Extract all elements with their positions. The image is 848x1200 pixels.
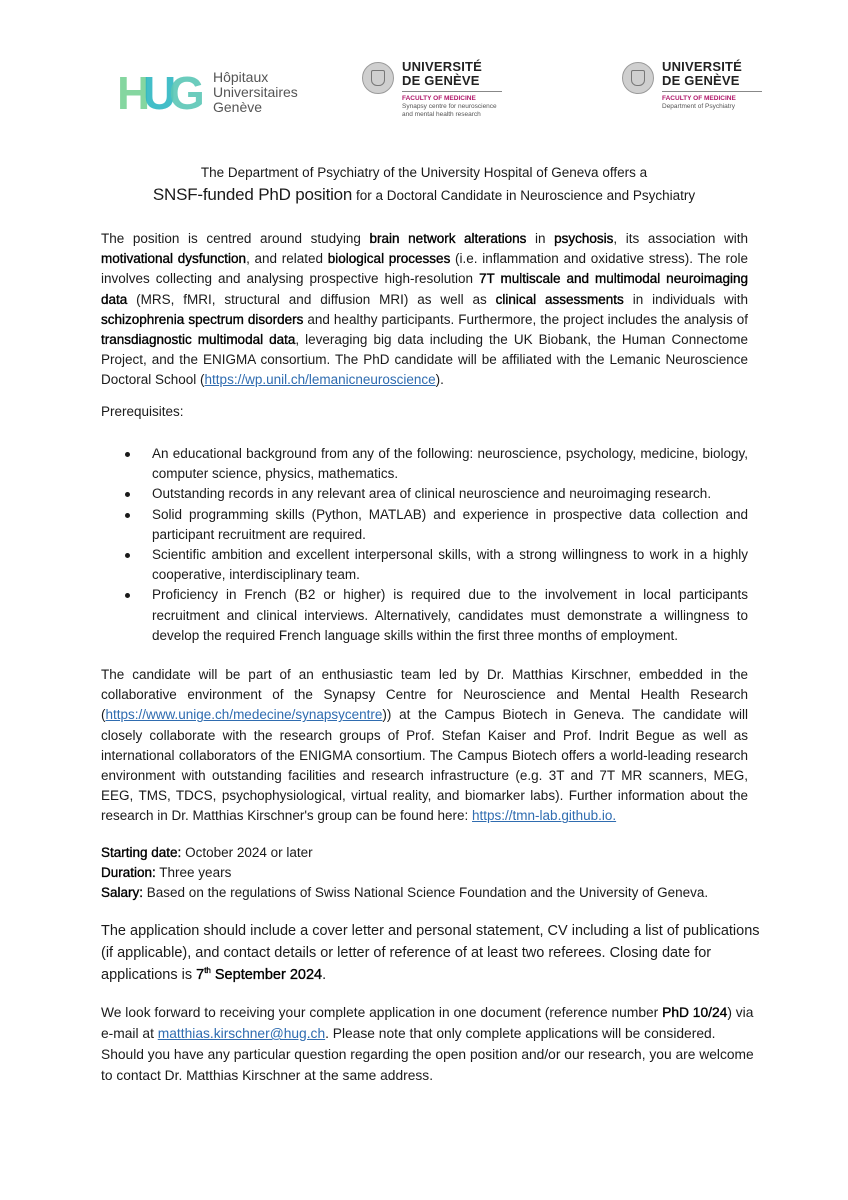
position-description: The position is centred around studying brain network alterations in psychosis, its association with motivational dysfunction, and related biological processes (i.e. inflammation and oxidative stress). The role involves collecting and analysing prospective high-resolution 7T multiscale and multimodal neuroimaging data (MRS, fMRI, structural and diffusion MRI) as well as clinical assessments in individuals with schizophrenia spectrum disorders and healthy participants. Furthermore, the project includes the analysis of transdiagnostic multimodal data, leveraging big data including the UK Biobank, the Human Connectome Project, and the ENIGMA consortium. The PhD candidate will be affiliated with the Lemanic Neuroscience Doctoral School (https://wp.unil.ch/lemanicneuroscience). <box>101 231 748 388</box>
unige-psychiatry-logo: UNIVERSITÉ DE GENÈVE FACULTY OF MEDICINE Department of Psychiatry <box>622 60 762 111</box>
duration: Duration: Three years <box>101 865 232 881</box>
hug-logo-text: Hôpitaux Universitaires Genève <box>213 69 298 115</box>
starting-date: Starting date: October 2024 or later <box>101 845 313 860</box>
position-title: SNSF-funded PhD position <box>152 185 353 204</box>
logo-divider <box>662 91 762 92</box>
team-description: The candidate will be part of an enthusiastic team led by Dr. Matthias Kirschner, embedded in the collaborative environment of the Synapsy Centre for Neuroscience and Mental Health Research (https://www.unige.ch/medecine/synapsycentre)) at the Campus Biotech in Geneva. The candidate will closely collaborate with the research groups of Prof. Stefan Kaiser and Prof. Indrit Begue as well as international collaborators of the ENIGMA consortium. The Campus Biotech offers a world-leading research environment with outstanding facilities and research infrastructure (e.g. 3T and 7T MR scanners, MEG, EEG, TMS, TDCS, psychophysiological, virtual reality, and biomarker labs). Further information about the research in Dr. Matthias Kirschner's group can be found here: https://tmn-lab.github.io. <box>101 667 748 824</box>
intro-line: The Department of Psychiatry of the University Hospital of Geneva offers a <box>200 165 648 180</box>
university-seal-icon <box>622 62 654 94</box>
university-seal-icon <box>362 62 394 94</box>
bullet-icon <box>125 513 130 518</box>
page-title: SNSF-funded PhD position for a Doctoral Candidate in Neuroscience and Psychiatry <box>152 185 696 204</box>
logo-divider <box>402 91 502 92</box>
bullet-icon <box>125 553 130 558</box>
list-item: Solid programming skills (Python, MATLAB) and experience in prospective data collection and participant recruitment are required. <box>101 505 748 545</box>
hug-logo-mark: H U G <box>117 66 201 119</box>
closing-date: 7th September 2024 <box>196 966 323 983</box>
lab-website-link[interactable]: https://tmn-lab.github.io. <box>472 808 617 824</box>
header-logos <box>0 58 848 128</box>
hug-logo <box>117 66 298 119</box>
contact-email-link[interactable]: matthias.kirschner@hug.ch <box>157 1026 326 1041</box>
position-facts <box>101 843 708 904</box>
list-item: Proficiency in French (B2 or higher) is required due to the involvement in local participants recruitment and clinical interviews. Alternatively, candidates must demonstrate a willingness to develop the required French language skills within the first three months of employment. <box>101 585 748 646</box>
list-item: An educational background from any of the following: neuroscience, psychology, medicine, biology, computer science, physics, mathematics. <box>101 444 748 484</box>
reference-number: PhD 10/24 <box>662 1005 728 1020</box>
salary: Salary: Based on the regulations of Swiss National Science Foundation and the University of Geneva. <box>101 885 709 901</box>
unige-synapsy-logo: UNIVERSITÉ DE GENÈVE FACULTY OF MEDICINE Synapsy centre for neuroscience and mental health research <box>362 60 502 119</box>
bullet-icon <box>125 492 130 497</box>
list-item: Outstanding records in any relevant area of clinical neuroscience and neuroimaging research. <box>101 484 748 504</box>
list-item: Scientific ambition and excellent interpersonal skills, with a strong willingness to work in a highly cooperative, interdisciplinary team. <box>101 545 748 585</box>
prerequisites-list <box>101 444 748 646</box>
contact-info: We look forward to receiving your complete application in one document (reference number PhD 10/24) via e-mail at matthias.kirschner@hug.ch. Please note that only complete applications will be considered. Should you have any particular question regarding the open position and/or our research, you are welcome to contact Dr. Matthias Kirschner at the same address. <box>101 1005 754 1083</box>
prerequisites-heading: Prerequisites: <box>101 404 184 419</box>
application-requirements: The application should include a cover letter and personal statement, CV including a list of publications (if applicable), and contact details or letter of reference of at least two referees. Closing date for applications is 7th September 2024. <box>101 923 760 983</box>
synapsy-centre-link[interactable]: https://www.unige.ch/medecine/synapsycentre <box>105 707 383 723</box>
bullet-icon <box>125 593 130 598</box>
doctoral-school-link[interactable]: https://wp.unil.ch/lemanicneuroscience <box>204 372 436 388</box>
bullet-icon <box>125 452 130 457</box>
